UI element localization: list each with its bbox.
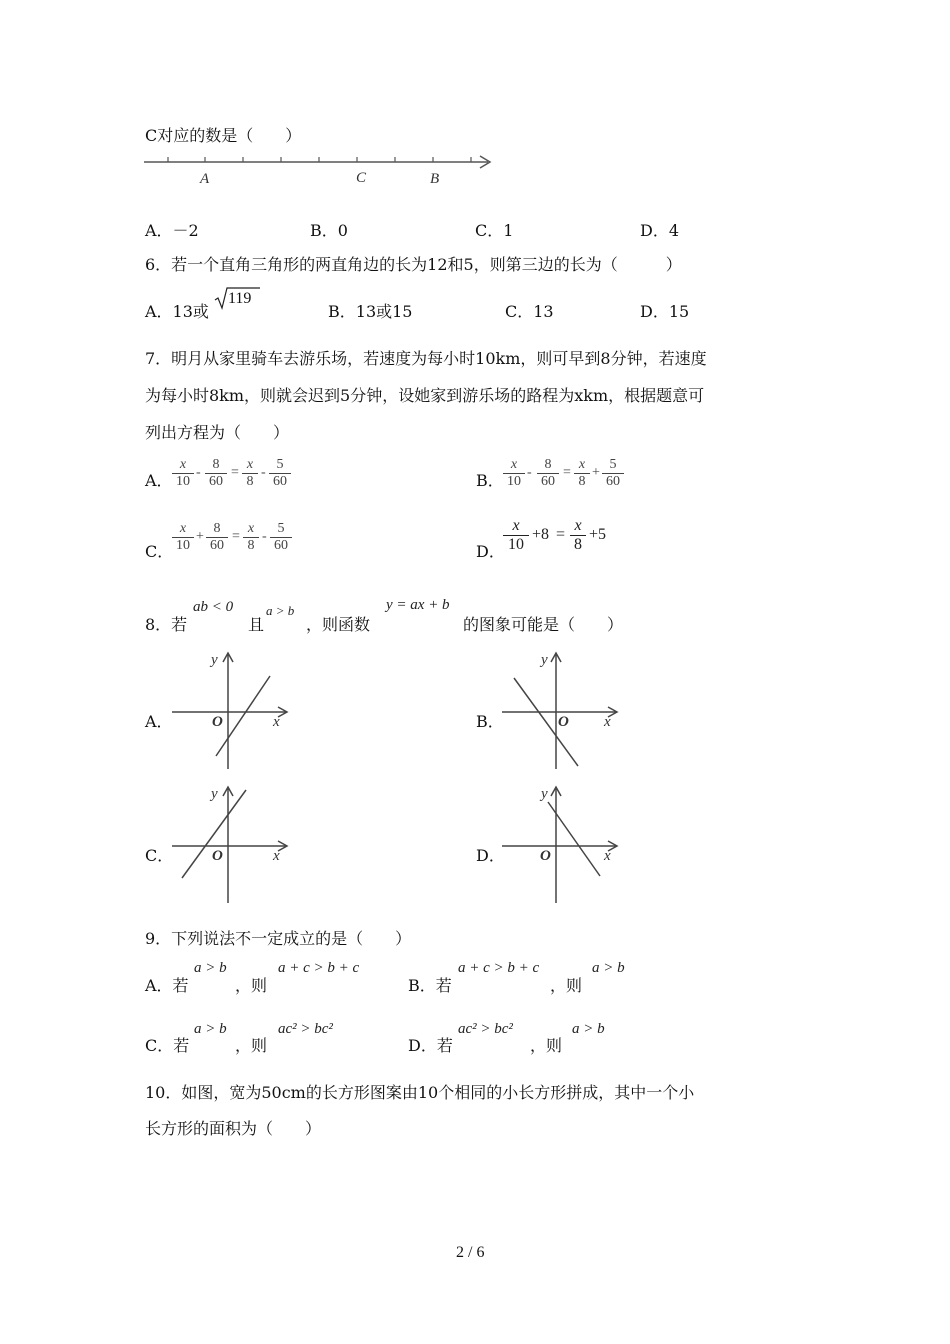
q7a-frac-2: $\frac{8}{60}$: [205, 457, 227, 490]
q7c-frac-3: $\frac{x}{8}$: [243, 521, 259, 554]
q6-option-b: B．13或15: [328, 302, 413, 321]
point-a-label: A: [200, 171, 210, 187]
q5-stem: C对应的数是（ ）: [145, 126, 302, 145]
q7c-op-2: =: [232, 529, 240, 544]
page-number: 2 / 6: [456, 1244, 485, 1261]
q7c-frac-2: $\frac{8}{60}$: [206, 521, 228, 554]
q8-stem-suffix: 的图象可能是（ ）: [463, 615, 624, 634]
q7-line1: 7．明月从家里骑车去游乐场，若速度为每小时10km，则可早到8分钟，若速度: [145, 349, 707, 368]
q7c-op-1: +: [196, 529, 204, 544]
graph-c-y-label: y: [211, 786, 218, 802]
q10-line1: 10．如图，宽为50cm的长方形图案由10个相同的小长方形拼成，其中一个小: [145, 1083, 695, 1102]
q7b-frac-3: $\frac{x}{8}$: [574, 457, 590, 490]
q7b-op-3: +: [592, 465, 600, 480]
q9-option-b-label: B．若: [408, 976, 452, 995]
graph-a-y-label: y: [211, 652, 218, 668]
q9-option-d-label: D．若: [408, 1036, 453, 1055]
q7a-frac-3: $\frac{x}{8}$: [242, 457, 258, 490]
q9-option-d-cond1: ac² > bc²: [458, 1021, 513, 1037]
q7b-op-1: -: [527, 465, 532, 480]
q9-stem: 9．下列说法不一定成立的是（ ）: [145, 929, 412, 948]
q8-cond1: ab < 0: [193, 599, 234, 615]
q8-and: 且: [248, 615, 265, 634]
q7-line3: 列出方程为（ ）: [145, 423, 290, 442]
number-line: [140, 150, 500, 190]
q7c-frac-4: $\frac{5}{60}$: [270, 521, 292, 554]
q9-option-a-mid: ，则: [235, 976, 268, 995]
q7b-frac-2: $\frac{8}{60}$: [537, 457, 559, 490]
q9-option-d-cond2: a > b: [572, 1021, 605, 1037]
q9-option-a-label: A．若: [145, 976, 189, 995]
graph-c: [168, 782, 298, 907]
q5-option-c: C．1: [475, 221, 514, 240]
q9-option-a-cond2: a + c > b + c: [278, 960, 360, 976]
q6-option-c: C．13: [505, 302, 554, 321]
q8-option-d-label: D．: [476, 846, 505, 865]
q7-option-b-label: B．: [476, 471, 504, 490]
q7a-op-2: =: [231, 465, 239, 480]
graph-c-x-label: x: [273, 848, 280, 864]
graph-a-x-label: x: [273, 714, 280, 730]
q6-sqrt-value: 119: [228, 290, 252, 307]
q9-option-a-cond1: a > b: [194, 960, 227, 976]
q7b-frac-1: $\frac{x}{10}$: [503, 457, 525, 490]
q7d-op-1: +8: [532, 526, 550, 543]
graph-b-x-label: x: [604, 714, 611, 730]
q7-option-a-label: A．: [145, 471, 173, 490]
q7-line2: 为每小时8km，则就会迟到5分钟，设她家到游乐场的路程为xkm，根据题意可: [145, 386, 705, 405]
q7d-op-2: =: [556, 526, 566, 543]
q9-option-c-cond1: a > b: [194, 1021, 227, 1037]
graph-d-y-label: y: [541, 786, 548, 802]
q10-line2: 长方形的面积为（ ）: [145, 1119, 322, 1138]
q5-option-d: D．4: [640, 221, 680, 240]
q9-option-c-label: C．若: [145, 1036, 190, 1055]
q9-option-c-mid: ，则: [235, 1036, 268, 1055]
q7a-op-1: -: [196, 465, 201, 480]
q6-stem: 6．若一个直角三角形的两直角边的长为12和5，则第三边的长为（ ）: [145, 255, 682, 274]
q9-option-c-cond2: ac² > bc²: [278, 1021, 333, 1037]
graph-d-x-label: x: [604, 848, 611, 864]
graph-a: [168, 648, 298, 773]
q7c-op-3: -: [262, 529, 267, 544]
q7-option-d-label: D．: [476, 542, 505, 561]
q5-option-a: A．－2: [145, 221, 199, 240]
point-c-label: C: [356, 170, 367, 186]
graph-d-origin: O: [540, 848, 551, 864]
q7b-op-2: =: [563, 465, 571, 480]
graph-a-origin: O: [212, 714, 223, 730]
q9-option-b-cond2: a > b: [592, 960, 625, 976]
q9-option-b-mid: ，则: [550, 976, 583, 995]
q7-option-c-label: C．: [145, 542, 174, 561]
q6-option-a: A．13或: [145, 302, 209, 321]
q8-cond2: a > b: [266, 603, 295, 618]
q7a-frac-1: $\frac{x}{10}$: [172, 457, 194, 490]
q7a-op-3: -: [261, 465, 266, 480]
graph-b-origin: O: [558, 714, 569, 730]
q5-option-b: B．0: [310, 221, 348, 240]
q9-option-b-cond1: a + c > b + c: [458, 960, 540, 976]
q7d-op-3: +5: [589, 526, 607, 543]
graph-d: [498, 782, 628, 907]
q7b-frac-4: $\frac{5}{60}$: [602, 457, 624, 490]
q8-func: y = ax + b: [386, 597, 450, 613]
q7d-frac-1: $\frac{x}{10}$: [503, 517, 529, 554]
graph-b-y-label: y: [541, 652, 548, 668]
q7c-frac-1: $\frac{x}{10}$: [172, 521, 194, 554]
q8-stem-prefix: 8．若: [145, 615, 188, 634]
q8-mid: ，则函数: [306, 615, 371, 634]
q8-option-a-label: A．: [145, 712, 173, 731]
graph-c-origin: O: [212, 848, 223, 864]
q8-option-b-label: B．: [476, 712, 504, 731]
point-b-label: B: [430, 171, 440, 187]
graph-b: [498, 648, 628, 773]
q7a-frac-4: $\frac{5}{60}$: [269, 457, 291, 490]
q8-option-c-label: C．: [145, 846, 174, 865]
q9-option-d-mid: ，则: [530, 1036, 563, 1055]
q6-option-d: D．15: [640, 302, 690, 321]
q7d-frac-2: $\frac{x}{8}$: [570, 517, 586, 554]
